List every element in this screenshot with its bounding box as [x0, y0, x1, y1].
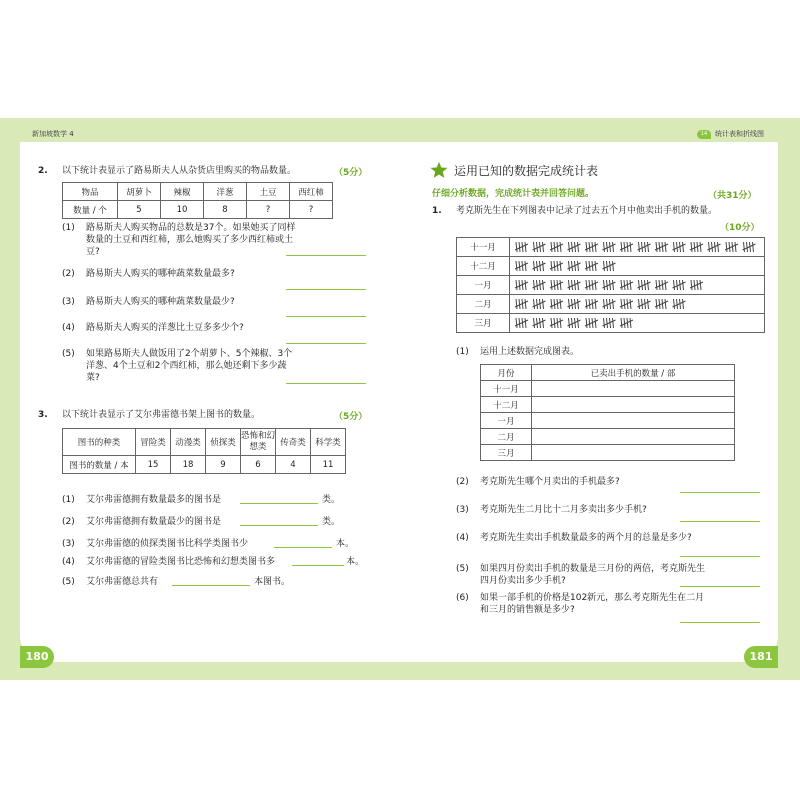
- tally-stroke: [543, 242, 544, 252]
- table-cell: 洋葱: [204, 183, 247, 201]
- table-row: [481, 445, 735, 461]
- tally-stroke: [735, 242, 736, 252]
- answer-cell[interactable]: [532, 397, 735, 413]
- chapter-title: 统计表和折线图: [715, 130, 764, 138]
- tally-stroke: [595, 261, 596, 271]
- tally-stroke: [569, 280, 570, 290]
- tally-stroke: [572, 299, 573, 309]
- tally-stroke: [642, 280, 643, 290]
- table-cell: 十一月: [481, 381, 532, 397]
- table-cell: 已卖出手机的数量 / 部: [532, 365, 735, 381]
- table-row: [481, 413, 735, 429]
- tally-stroke: [560, 318, 561, 328]
- answer-line[interactable]: [680, 556, 760, 557]
- tally-stroke: [595, 280, 596, 290]
- tally-stroke: [607, 242, 608, 252]
- table-cell: 5: [118, 201, 161, 219]
- tally-stroke: [683, 299, 684, 309]
- answer-cell[interactable]: [532, 429, 735, 445]
- tally-stroke: [537, 261, 538, 271]
- table-row: [63, 456, 346, 474]
- tally-stroke: [683, 280, 684, 290]
- q2-sub2-text: 路易斯夫人购买的哪种蔬菜数量最多?: [86, 269, 235, 279]
- tally-stroke: [665, 242, 666, 252]
- q1-score: （10分）: [720, 223, 760, 233]
- answer-line[interactable]: [680, 492, 760, 493]
- answer-line[interactable]: [680, 521, 760, 522]
- q1-sub4-text: 考克斯先生卖出手机数量最多的两个月的总量是多少?: [480, 533, 692, 543]
- tally-stroke: [677, 280, 678, 290]
- q3-sub2-number: (2): [62, 517, 75, 527]
- q2-table: [62, 182, 333, 219]
- tally-stroke: [677, 242, 678, 252]
- tally-stroke: [659, 242, 660, 252]
- tally-stroke: [607, 261, 608, 271]
- tally-month-label: 十一月: [457, 238, 510, 257]
- q3-sub4-pre: 艾尔弗雷德的冒险类图书比恐怖和幻想类图书多: [86, 557, 276, 567]
- tally-stroke: [595, 242, 596, 252]
- tally-stroke: [554, 318, 555, 328]
- page-gutter: [388, 142, 410, 662]
- tally-stroke: [534, 280, 535, 290]
- table-cell: 恐怖和幻想类: [241, 429, 276, 456]
- tally-stroke: [648, 242, 649, 252]
- tally-stroke: [516, 261, 517, 271]
- chapter-header: [697, 129, 764, 139]
- tally-stroke: [560, 261, 561, 271]
- q2-sub2-number: (2): [62, 269, 75, 279]
- tally-stroke: [519, 280, 520, 290]
- tally-stroke: [569, 261, 570, 271]
- tally-stroke: [525, 261, 526, 271]
- section-title: 运用已知的数据完成统计表: [454, 164, 599, 178]
- tally-stroke: [589, 318, 590, 328]
- tally-stroke: [537, 299, 538, 309]
- tally-stroke: [586, 261, 587, 271]
- table-cell: 西红柿: [290, 183, 333, 201]
- tally-stroke: [554, 261, 555, 271]
- tally-stroke: [586, 299, 587, 309]
- table-cell: 辣椒: [161, 183, 204, 201]
- answer-line[interactable]: [286, 316, 366, 317]
- chapter-badge-icon: 14: [697, 130, 711, 139]
- tally-stroke: [613, 280, 614, 290]
- tally-stroke: [694, 242, 695, 252]
- q2-number: 2.: [38, 166, 48, 176]
- answer-line[interactable]: [680, 622, 760, 623]
- tally-stroke: [630, 299, 631, 309]
- tally-stroke: [551, 318, 552, 328]
- fill-table: [480, 364, 735, 461]
- tally-stroke: [630, 318, 631, 328]
- tally-stroke: [624, 242, 625, 252]
- tally-stroke: [586, 242, 587, 252]
- tally-stroke: [665, 299, 666, 309]
- tally-stroke: [604, 261, 605, 271]
- q2-prompt: 以下统计表显示了路易斯夫人从杂货店里购买的物品数量。: [62, 166, 297, 176]
- tally-stroke: [543, 280, 544, 290]
- tally-stroke: [700, 280, 701, 290]
- tally-stroke: [700, 242, 701, 252]
- tally-stroke: [613, 318, 614, 328]
- table-row: [481, 429, 735, 445]
- q1-sub6-number: (6): [456, 593, 469, 603]
- tally-stroke: [691, 242, 692, 252]
- tally-stroke: [589, 280, 590, 290]
- q3-sub4-post: 本。: [346, 557, 365, 567]
- table-cell: 侦探类: [206, 429, 241, 456]
- table-cell: 冒险类: [136, 429, 171, 456]
- tally-stroke: [691, 280, 692, 290]
- table-cell: 十二月: [481, 397, 532, 413]
- tally-marks: [510, 314, 765, 333]
- tally-stroke: [516, 242, 517, 252]
- answer-blank[interactable]: [292, 565, 344, 566]
- tally-stroke: [578, 318, 579, 328]
- tally-stroke: [683, 242, 684, 252]
- instruction: 仔细分析数据，完成统计表并回答问题。: [432, 189, 595, 199]
- tally-stroke: [630, 242, 631, 252]
- tally-stroke: [604, 280, 605, 290]
- tally-stroke: [519, 318, 520, 328]
- tally-stroke: [560, 280, 561, 290]
- tally-stroke: [604, 318, 605, 328]
- q3-table: [62, 428, 346, 474]
- tally-stroke: [709, 242, 710, 252]
- tally-stroke: [534, 242, 535, 252]
- tally-stroke: [630, 280, 631, 290]
- q3-prompt: 以下统计表显示了艾尔弗雷德书架上图书的数量。: [62, 410, 261, 420]
- q1-sub6-text: 如果一部手机的价格是102新元，那么考克斯先生在二月和三月的销售额是多少?: [480, 593, 705, 615]
- tally-stroke: [613, 261, 614, 271]
- tally-stroke: [753, 242, 754, 252]
- answer-line[interactable]: [286, 383, 366, 384]
- tally-stroke: [516, 318, 517, 328]
- tally-stroke: [674, 242, 675, 252]
- tally-stroke: [560, 242, 561, 252]
- table-header-row: [63, 429, 346, 456]
- answer-blank[interactable]: [172, 585, 250, 586]
- tally-stroke: [624, 299, 625, 309]
- tally-stroke: [534, 299, 535, 309]
- tally-stroke: [519, 261, 520, 271]
- tally-marks-graphic: [514, 316, 764, 330]
- tally-stroke: [607, 318, 608, 328]
- tally-stroke: [551, 261, 552, 271]
- table-row: [457, 238, 765, 257]
- q3-number: 3.: [38, 410, 48, 420]
- tally-stroke: [607, 280, 608, 290]
- tally-stroke: [537, 280, 538, 290]
- answer-cell[interactable]: [532, 445, 735, 461]
- q1-sub1-text: 运用上述数据完成图表。: [480, 347, 580, 357]
- tally-marks: [510, 238, 765, 257]
- tally-stroke: [718, 242, 719, 252]
- tally-stroke: [677, 299, 678, 309]
- q1-sub4-number: (4): [456, 533, 469, 543]
- q1-number: 1.: [432, 206, 442, 216]
- tally-stroke: [607, 299, 608, 309]
- tally-stroke: [589, 261, 590, 271]
- tally-stroke: [648, 299, 649, 309]
- answer-line[interactable]: [680, 586, 760, 587]
- table-cell: 二月: [481, 429, 532, 445]
- tally-stroke: [572, 261, 573, 271]
- tally-stroke: [656, 299, 657, 309]
- q3-sub4-number: (4): [62, 557, 75, 567]
- tally-stroke: [604, 242, 605, 252]
- table-row: [457, 276, 765, 295]
- tally-stroke: [572, 280, 573, 290]
- tally-stroke: [747, 242, 748, 252]
- star-icon: [430, 161, 448, 179]
- answer-line[interactable]: [286, 343, 366, 344]
- table-cell: 18: [171, 456, 206, 474]
- answer-blank[interactable]: [240, 503, 318, 504]
- tally-stroke: [744, 242, 745, 252]
- tally-stroke: [648, 280, 649, 290]
- q1-sub5-text: 如果四月份卖出手机的数量是三月份的两倍，考克斯先生四月份卖出多少手机?: [480, 564, 706, 586]
- tally-stroke: [569, 299, 570, 309]
- table-cell: 科学类: [311, 429, 346, 456]
- q3-sub2-pre: 艾尔弗雷德拥有数量最少的图书是: [86, 517, 222, 527]
- q2-sub4-text: 路易斯夫人购买的洋葱比土豆多多少个?: [86, 323, 244, 333]
- tally-stroke: [665, 280, 666, 290]
- table-cell: 数量 / 个: [63, 201, 118, 219]
- table-row: [457, 257, 765, 276]
- q2-sub3-text: 路易斯夫人购买的哪种蔬菜数量最少?: [86, 297, 235, 307]
- q3-sub2-post: 类。: [322, 517, 341, 527]
- q1-prompt: 考克斯先生在下列图表中记录了过去五个月中他卖出手机的数量。: [456, 206, 718, 216]
- tally-stroke: [674, 299, 675, 309]
- table-cell: 动漫类: [171, 429, 206, 456]
- table-cell: 15: [136, 456, 171, 474]
- tally-stroke: [659, 299, 660, 309]
- q1-sub5-number: (5): [456, 564, 469, 574]
- tally-stroke: [656, 242, 657, 252]
- q2-sub5-number: (5): [62, 349, 75, 359]
- tally-stroke: [712, 242, 713, 252]
- answer-cell[interactable]: [532, 381, 735, 397]
- answer-line[interactable]: [286, 289, 366, 290]
- table-cell: 8: [204, 201, 247, 219]
- tally-stroke: [624, 280, 625, 290]
- table-cell: 传奇类: [276, 429, 311, 456]
- tally-stroke: [551, 299, 552, 309]
- tally-stroke: [642, 242, 643, 252]
- q2-score: （5分）: [334, 168, 368, 178]
- table-cell: 9: [206, 456, 241, 474]
- tally-stroke: [554, 299, 555, 309]
- q2-sub1-number: (1): [62, 223, 75, 233]
- tally-stroke: [551, 280, 552, 290]
- q2-sub1-text: 路易斯夫人购买物品的总数是37个。如果她买了同样数量的土豆和西红柿，那么她购买了多少西红柿或土豆?: [86, 223, 296, 257]
- tally-stroke: [621, 299, 622, 309]
- tally-stroke: [621, 318, 622, 328]
- tally-stroke: [624, 318, 625, 328]
- tally-stroke: [543, 318, 544, 328]
- table-cell: 土豆: [247, 183, 290, 201]
- q3-sub1-number: (1): [62, 495, 75, 505]
- answer-blank[interactable]: [274, 547, 332, 548]
- tally-month-label: 十二月: [457, 257, 510, 276]
- tally-marks-graphic: [514, 259, 764, 273]
- answer-blank[interactable]: [240, 525, 318, 526]
- tally-stroke: [543, 261, 544, 271]
- tally-marks: [510, 276, 765, 295]
- table-row: [63, 201, 333, 219]
- table-cell: 图书的种类: [63, 429, 136, 456]
- tally-stroke: [572, 242, 573, 252]
- tally-stroke: [726, 242, 727, 252]
- tally-stroke: [534, 318, 535, 328]
- tally-stroke: [554, 242, 555, 252]
- q3-score: （5分）: [334, 412, 368, 422]
- table-cell: 月份: [481, 365, 532, 381]
- table-cell: 胡萝卜: [118, 183, 161, 201]
- tally-stroke: [656, 280, 657, 290]
- table-header-row: [63, 183, 333, 201]
- table-cell: 物品: [63, 183, 118, 201]
- q1-sub2-text: 考克斯先生哪个月卖出的手机最多?: [480, 477, 620, 487]
- table-cell: ?: [290, 201, 333, 219]
- table-row: [481, 381, 735, 397]
- tally-stroke: [516, 299, 517, 309]
- tally-stroke: [604, 299, 605, 309]
- tally-stroke: [519, 299, 520, 309]
- q1-sub2-number: (2): [456, 477, 469, 487]
- table-cell: 4: [276, 456, 311, 474]
- table-row: [457, 314, 765, 333]
- tally-stroke: [525, 318, 526, 328]
- tally-stroke: [578, 261, 579, 271]
- tally-stroke: [569, 318, 570, 328]
- tally-stroke: [578, 280, 579, 290]
- book-title-header: 新加坡数学 4: [32, 130, 74, 138]
- q3-sub3-number: (3): [62, 539, 75, 549]
- tally-stroke: [621, 242, 622, 252]
- tally-marks: [510, 257, 765, 276]
- tally-stroke: [586, 318, 587, 328]
- tally-stroke: [595, 318, 596, 328]
- page-number-right: 181: [744, 646, 778, 668]
- q1-sub3-number: (3): [456, 505, 469, 515]
- tally-stroke: [729, 242, 730, 252]
- tally-stroke: [543, 299, 544, 309]
- q3-sub5-number: (5): [62, 577, 75, 587]
- table-cell: 10: [161, 201, 204, 219]
- table-cell: 图书的数量 / 本: [63, 456, 136, 474]
- tally-stroke: [569, 242, 570, 252]
- q2-sub5-text: 如果路易斯夫人做饭用了2个胡萝卜、5个辣椒、3个洋葱、4个土豆和2个西红柿，那么她还剩下多少蔬菜?: [86, 349, 293, 383]
- answer-line[interactable]: [286, 255, 366, 256]
- tally-stroke: [525, 299, 526, 309]
- q3-sub5-post: 本图书。: [254, 577, 291, 587]
- table-row: [457, 295, 765, 314]
- tally-stroke: [578, 242, 579, 252]
- q3-sub3-post: 本。: [336, 539, 355, 549]
- tally-stroke: [578, 299, 579, 309]
- tally-table: [456, 237, 765, 333]
- tally-stroke: [572, 318, 573, 328]
- tally-stroke: [560, 299, 561, 309]
- tally-stroke: [551, 242, 552, 252]
- left-page: [20, 142, 388, 662]
- page-number-left: 180: [20, 646, 54, 668]
- tally-stroke: [516, 280, 517, 290]
- tally-stroke: [659, 280, 660, 290]
- q2-sub3-number: (3): [62, 297, 75, 307]
- tally-stroke: [534, 261, 535, 271]
- table-row: [481, 397, 735, 413]
- table-cell: 6: [241, 456, 276, 474]
- tally-month-label: 二月: [457, 295, 510, 314]
- tally-stroke: [554, 280, 555, 290]
- tally-stroke: [639, 299, 640, 309]
- q3-sub1-post: 类。: [322, 495, 341, 505]
- tally-stroke: [613, 299, 614, 309]
- q1-sub1-number: (1): [456, 347, 469, 357]
- tally-stroke: [642, 299, 643, 309]
- tally-stroke: [589, 242, 590, 252]
- tally-stroke: [595, 299, 596, 309]
- q3-sub5-pre: 艾尔弗雷德总共有: [86, 577, 159, 587]
- tally-stroke: [621, 280, 622, 290]
- q3-sub1-pre: 艾尔弗雷德拥有数量最多的图书是: [86, 495, 222, 505]
- tally-stroke: [639, 280, 640, 290]
- q2-sub4-number: (4): [62, 323, 75, 333]
- table-header-row: [481, 365, 735, 381]
- tally-marks-graphic: [514, 240, 764, 254]
- tally-stroke: [639, 242, 640, 252]
- tally-stroke: [586, 280, 587, 290]
- answer-cell[interactable]: [532, 413, 735, 429]
- tally-stroke: [525, 280, 526, 290]
- tally-stroke: [537, 318, 538, 328]
- tally-stroke: [525, 242, 526, 252]
- tally-marks-graphic: [514, 278, 764, 292]
- tally-stroke: [613, 242, 614, 252]
- tally-month-label: 一月: [457, 276, 510, 295]
- table-cell: 11: [311, 456, 346, 474]
- q3-sub3-pre: 艾尔弗雷德的侦探类图书比科学类图书少: [86, 539, 249, 549]
- table-cell: 三月: [481, 445, 532, 461]
- tally-stroke: [674, 280, 675, 290]
- total-score: （共31分）: [708, 191, 757, 201]
- tally-stroke: [694, 280, 695, 290]
- tally-marks-graphic: [514, 297, 764, 311]
- table-cell: 一月: [481, 413, 532, 429]
- tally-month-label: 三月: [457, 314, 510, 333]
- tally-stroke: [537, 242, 538, 252]
- tally-stroke: [589, 299, 590, 309]
- tally-stroke: [519, 242, 520, 252]
- tally-marks: [510, 295, 765, 314]
- table-cell: ?: [247, 201, 290, 219]
- q1-sub3-text: 考克斯先生二月比十二月多卖出多少手机?: [480, 505, 647, 515]
